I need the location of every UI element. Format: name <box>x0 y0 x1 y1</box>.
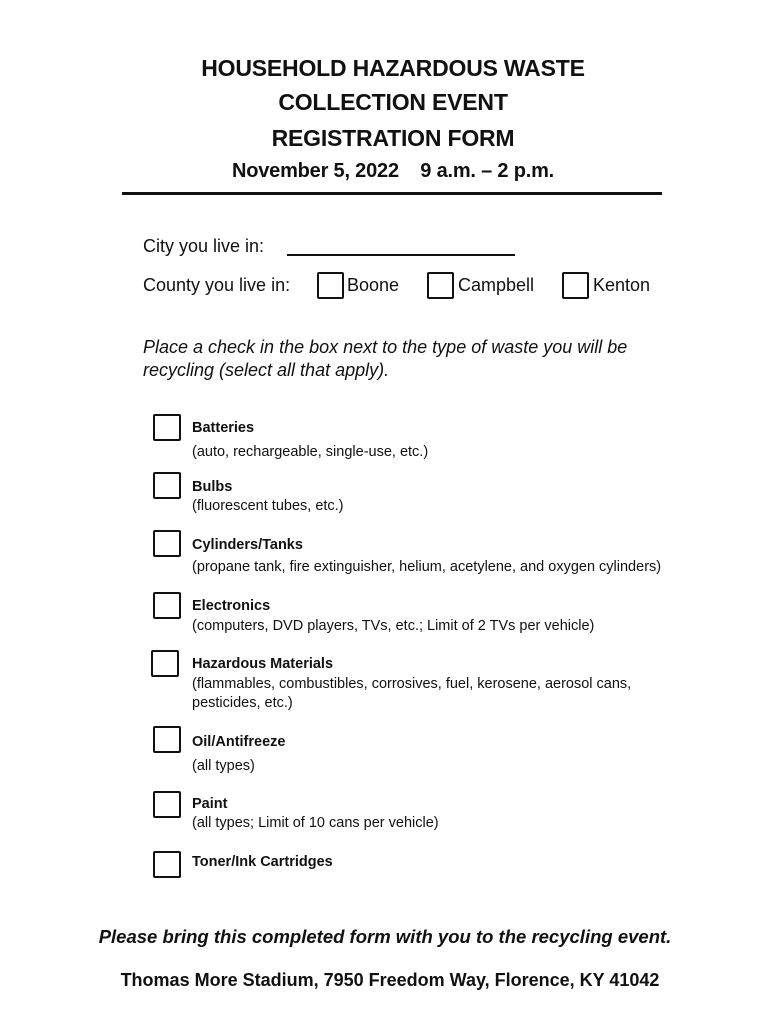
hazardous-materials-checkbox[interactable] <box>151 650 179 677</box>
waste-desc-hazardous-materials: (flammables, combustibles, corrosives, fuel, kerosene, aerosol cans, pesticides, etc.) <box>192 676 632 711</box>
title-line-3: REGISTRATION FORM <box>271 125 515 151</box>
waste-name-batteries: Batteries <box>192 420 255 436</box>
toner-ink-cartridges-checkbox[interactable] <box>153 851 181 878</box>
city-input[interactable] <box>287 254 515 256</box>
waste-name-toner-ink-cartridges: Toner/Ink Cartridges <box>192 854 333 870</box>
waste-name-electronics: Electronics <box>192 598 271 614</box>
county-kenton-checkbox[interactable] <box>562 272 589 299</box>
waste-name-hazardous-materials: Hazardous Materials <box>192 656 334 672</box>
title-line-2: COLLECTION EVENT <box>278 89 508 115</box>
batteries-checkbox[interactable] <box>153 414 181 441</box>
paint-checkbox[interactable] <box>153 791 181 818</box>
waste-desc-electronics: (computers, DVD players, TVs, etc.; Limit of 2 TVs per vehicle) <box>192 618 595 634</box>
cylinders-tanks-checkbox[interactable] <box>153 530 181 557</box>
event-address: Thomas More Stadium, 7950 Freedom Way, Florence, KY 41042 <box>120 970 660 990</box>
county-kenton-label: Kenton <box>593 275 651 295</box>
waste-desc-paint: (all types; Limit of 10 cans per vehicle) <box>192 815 439 831</box>
waste-name-bulbs: Bulbs <box>192 479 233 495</box>
waste-desc-cylinders-tanks: (propane tank, fire extinguisher, helium, acetylene, and oxygen cylinders) <box>192 559 662 575</box>
county-label: County you live in: <box>143 275 291 295</box>
county-boone-label: Boone <box>347 275 400 295</box>
county-campbell-label: Campbell <box>458 275 535 295</box>
instructions-text: Place a check in the box next to the type of waste you will be recycling (select all that apply). <box>143 337 628 380</box>
waste-name-paint: Paint <box>192 796 228 812</box>
event-date-time: November 5, 2022 9 a.m. – 2 p.m. <box>231 160 555 182</box>
waste-desc-bulbs: (fluorescent tubes, etc.) <box>192 498 344 514</box>
title-line-1: HOUSEHOLD HAZARDOUS WASTE <box>201 55 585 81</box>
footer-note: Please bring this completed form with you to the recycling event. <box>98 926 672 947</box>
waste-desc-oil-antifreeze: (all types) <box>192 758 255 774</box>
header-divider <box>122 192 662 195</box>
county-boone-checkbox[interactable] <box>317 272 344 299</box>
city-label: City you live in: <box>143 236 265 256</box>
county-campbell-checkbox[interactable] <box>427 272 454 299</box>
waste-desc-batteries: (auto, rechargeable, single-use, etc.) <box>192 444 429 460</box>
bulbs-checkbox[interactable] <box>153 472 181 499</box>
electronics-checkbox[interactable] <box>153 592 181 619</box>
waste-name-cylinders-tanks: Cylinders/Tanks <box>192 537 303 553</box>
waste-name-oil-antifreeze: Oil/Antifreeze <box>192 734 286 750</box>
oil-antifreeze-checkbox[interactable] <box>153 726 181 753</box>
